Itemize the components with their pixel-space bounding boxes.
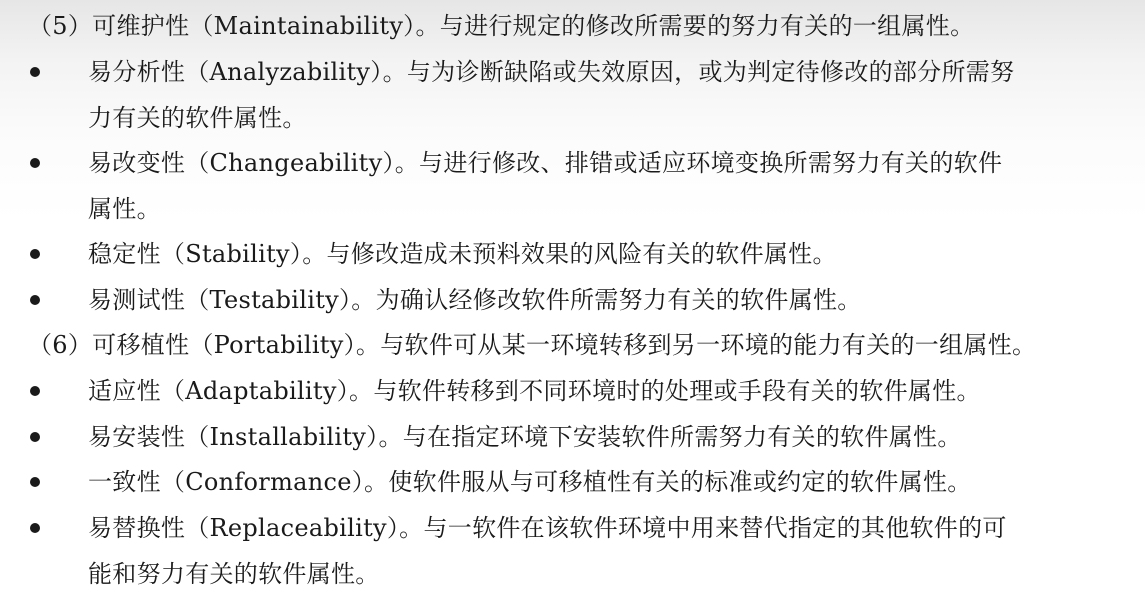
- section-heading-maintainability: （5）可维护性（Maintainability）。与进行规定的修改所需要的努力有关的一组属性。: [28, 12, 975, 40]
- bullet-icon: [30, 67, 40, 77]
- list-item-testability: 易测试性（Testability）。为确认经修改软件所需努力有关的软件属性。: [88, 286, 862, 314]
- list-item-changeability-line2: 属性。: [88, 195, 161, 223]
- bullet-icon: [30, 523, 40, 533]
- bullet-icon: [30, 249, 40, 259]
- section-heading-portability: （6）可移植性（Portability）。与软件可从某一环境转移到另一环境的能力有关的一组属性。: [28, 331, 1037, 359]
- bullet-icon: [30, 386, 40, 396]
- list-item-replaceability-line1: 易替换性（Replaceability）。与一软件在该软件环境中用来替代指定的其他软件的可: [88, 514, 1007, 542]
- list-item-replaceability-line2: 能和努力有关的软件属性。: [88, 560, 380, 588]
- list-item-adaptability: 适应性（Adaptability）。与软件转移到不同环境时的处理或手段有关的软件属性。: [88, 377, 981, 405]
- bullet-icon: [30, 477, 40, 487]
- list-item-changeability-line1: 易改变性（Changeability）。与进行修改、排错或适应环境变换所需努力有关的软件: [88, 149, 1003, 177]
- list-item-analyzability-line1: 易分析性（Analyzability）。与为诊断缺陷或失效原因，或为判定待修改的部分所需努: [88, 58, 1015, 86]
- bullet-icon: [30, 158, 40, 168]
- bullet-icon: [30, 432, 40, 442]
- list-item-analyzability-line2: 力有关的软件属性。: [88, 104, 307, 132]
- bullet-icon: [30, 295, 40, 305]
- list-item-conformance: 一致性（Conformance）。使软件服从与可移植性有关的标准或约定的软件属性。: [88, 468, 972, 496]
- list-item-stability: 稳定性（Stability）。与修改造成未预料效果的风险有关的软件属性。: [88, 240, 837, 268]
- list-item-installability: 易安装性（Installability）。与在指定环境下安装软件所需努力有关的软件属性。: [88, 423, 962, 451]
